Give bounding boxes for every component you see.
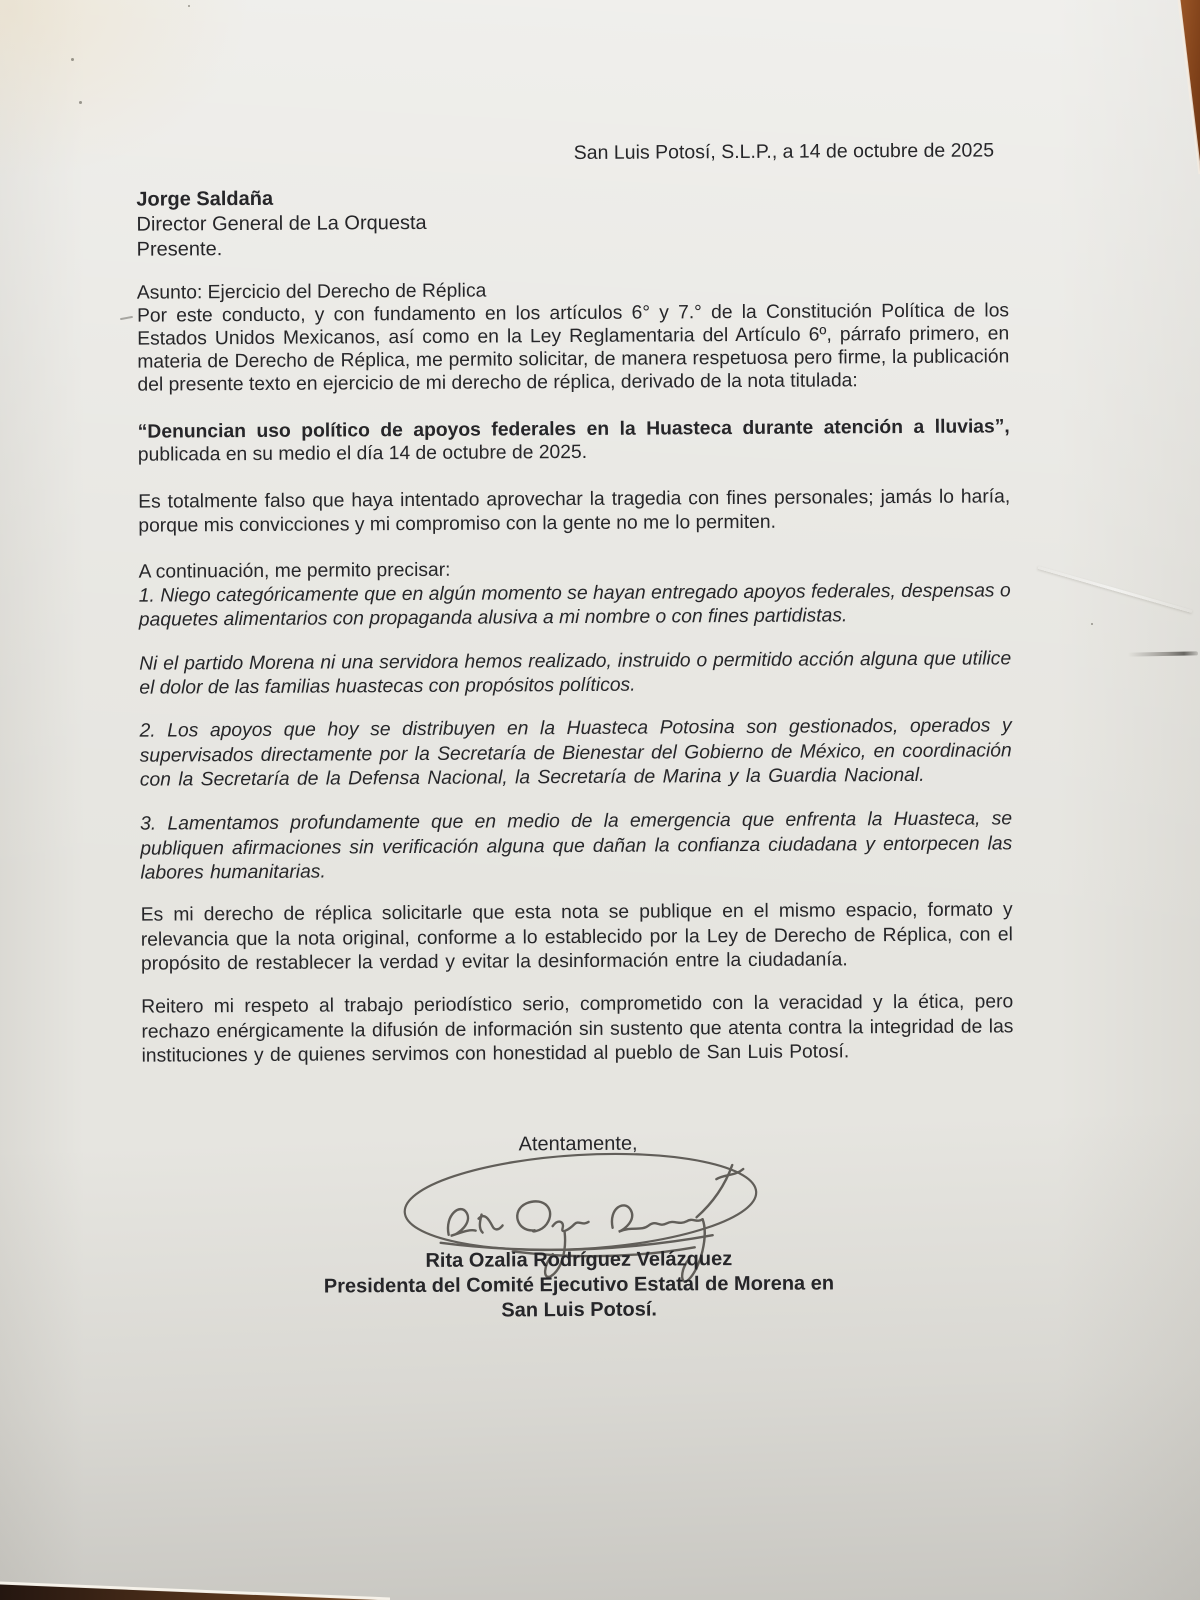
- paper-speck: [1091, 623, 1093, 625]
- signer-title-line1: Presidenta del Comité Ejecutivo Estatal de Morena en: [323, 1272, 835, 1298]
- recipient-salutation: Presente.: [136, 238, 223, 261]
- point-1b: Ni el partido Morena ni una servidora hemos realizado, instruido o permitido acción alguna que utilice el dolor de las familias huastecas con propósitos políticos.: [139, 648, 1012, 699]
- recipient-name: Jorge Saldaña: [136, 187, 274, 211]
- date-line: San Luis Potosí, S.L.P., a 14 de octubre de 2025: [573, 139, 995, 165]
- signer-name: Rita Ozalia Rodríguez Velázquez: [425, 1248, 733, 1272]
- point-2: 2. Los apoyos que hoy se distribuyen en la Huasteca Potosina son gestionados, operados y supervisados directamente por la Secretaría de Bienestar del Gobierno de México, en coordinación con la Secretaría de la Defensa Nacional, la Secretaría de Marina y la Guardia Nacional.: [139, 715, 1012, 791]
- paper-speck: [71, 58, 74, 61]
- precisar-intro: A continuación, me permito precisar:: [138, 559, 451, 583]
- subject-line: Asunto: Ejercicio del Derecho de Réplica: [136, 280, 487, 304]
- quoted-note-title: “Denuncian uso político de apoyos federales en la Huasteca durante atención a lluvias”,: [137, 416, 1010, 443]
- closing-salutation: Atentamente,: [518, 1132, 638, 1156]
- point-1: 1. Niego categóricamente que en algún momento se hayan entregado apoyos federales, despensas o paquetes alimentarios con propaganda alusiva a mi nombre o con fines partidistas.: [138, 580, 1011, 631]
- closing-statement-paragraph: Reitero mi respeto al trabajo periodístico serio, comprometido con la veracidad y la ética, pero rechazo enérgicamente la difusión de información sin sustento que atenta contra la integridad de las instituciones y de quienes servimos con honestidad al pueblo de San Luis Potosí.: [141, 991, 1014, 1067]
- recipient-title: Director General de La Orquesta: [136, 211, 427, 236]
- signer-block: [143, 1245, 1015, 1325]
- intro-paragraph: Por este conducto, y con fundamento en los artículos 6° y 7.° de la Constitución Política de los Estados Unidos Mexicanos, así como en la Ley Reglamentaria del Artículo 6º, párrafo primero, en materia de Derecho de Réplica, me permito solicitar, de manera respetuosa pero firme, la publicación del presente texto en ejercicio de mi derecho de réplica, derivado de la nota titulada:: [136, 300, 1010, 396]
- denial-paragraph: Es totalmente falso que haya intentado aprovechar la tragedia con fines personales; jamás lo haría, porque mis convicciones y mi compromiso con la gente no me lo permiten.: [138, 486, 1011, 537]
- letter-content: [135, 0, 1017, 1600]
- right-of-reply-paragraph: Es mi derecho de réplica solicitarle que esta nota se publique en el mismo espacio, formato y relevancia que la nota original, conforme a lo establecido por la Ley de Derecho de Réplica, con el propósito de restablecer la verdad y evitar la desinformación entre la ciudadanía.: [140, 899, 1013, 975]
- point-3: 3. Lamentamos profundamente que en medio de la emergencia que enfrenta la Huasteca, se publiquen afirmaciones sin verificación alguna que dañan la confianza ciudadana y entorpecen las labores humanitarias.: [140, 808, 1013, 884]
- paper-speck: [79, 101, 82, 104]
- quoted-note-followup: publicada en su medio el día 14 de octubre de 2025.: [137, 441, 588, 466]
- recipient-block: [136, 182, 1008, 262]
- signer-title-line2: San Luis Potosí.: [501, 1298, 657, 1322]
- table-surface-top-right: [1170, 0, 1200, 182]
